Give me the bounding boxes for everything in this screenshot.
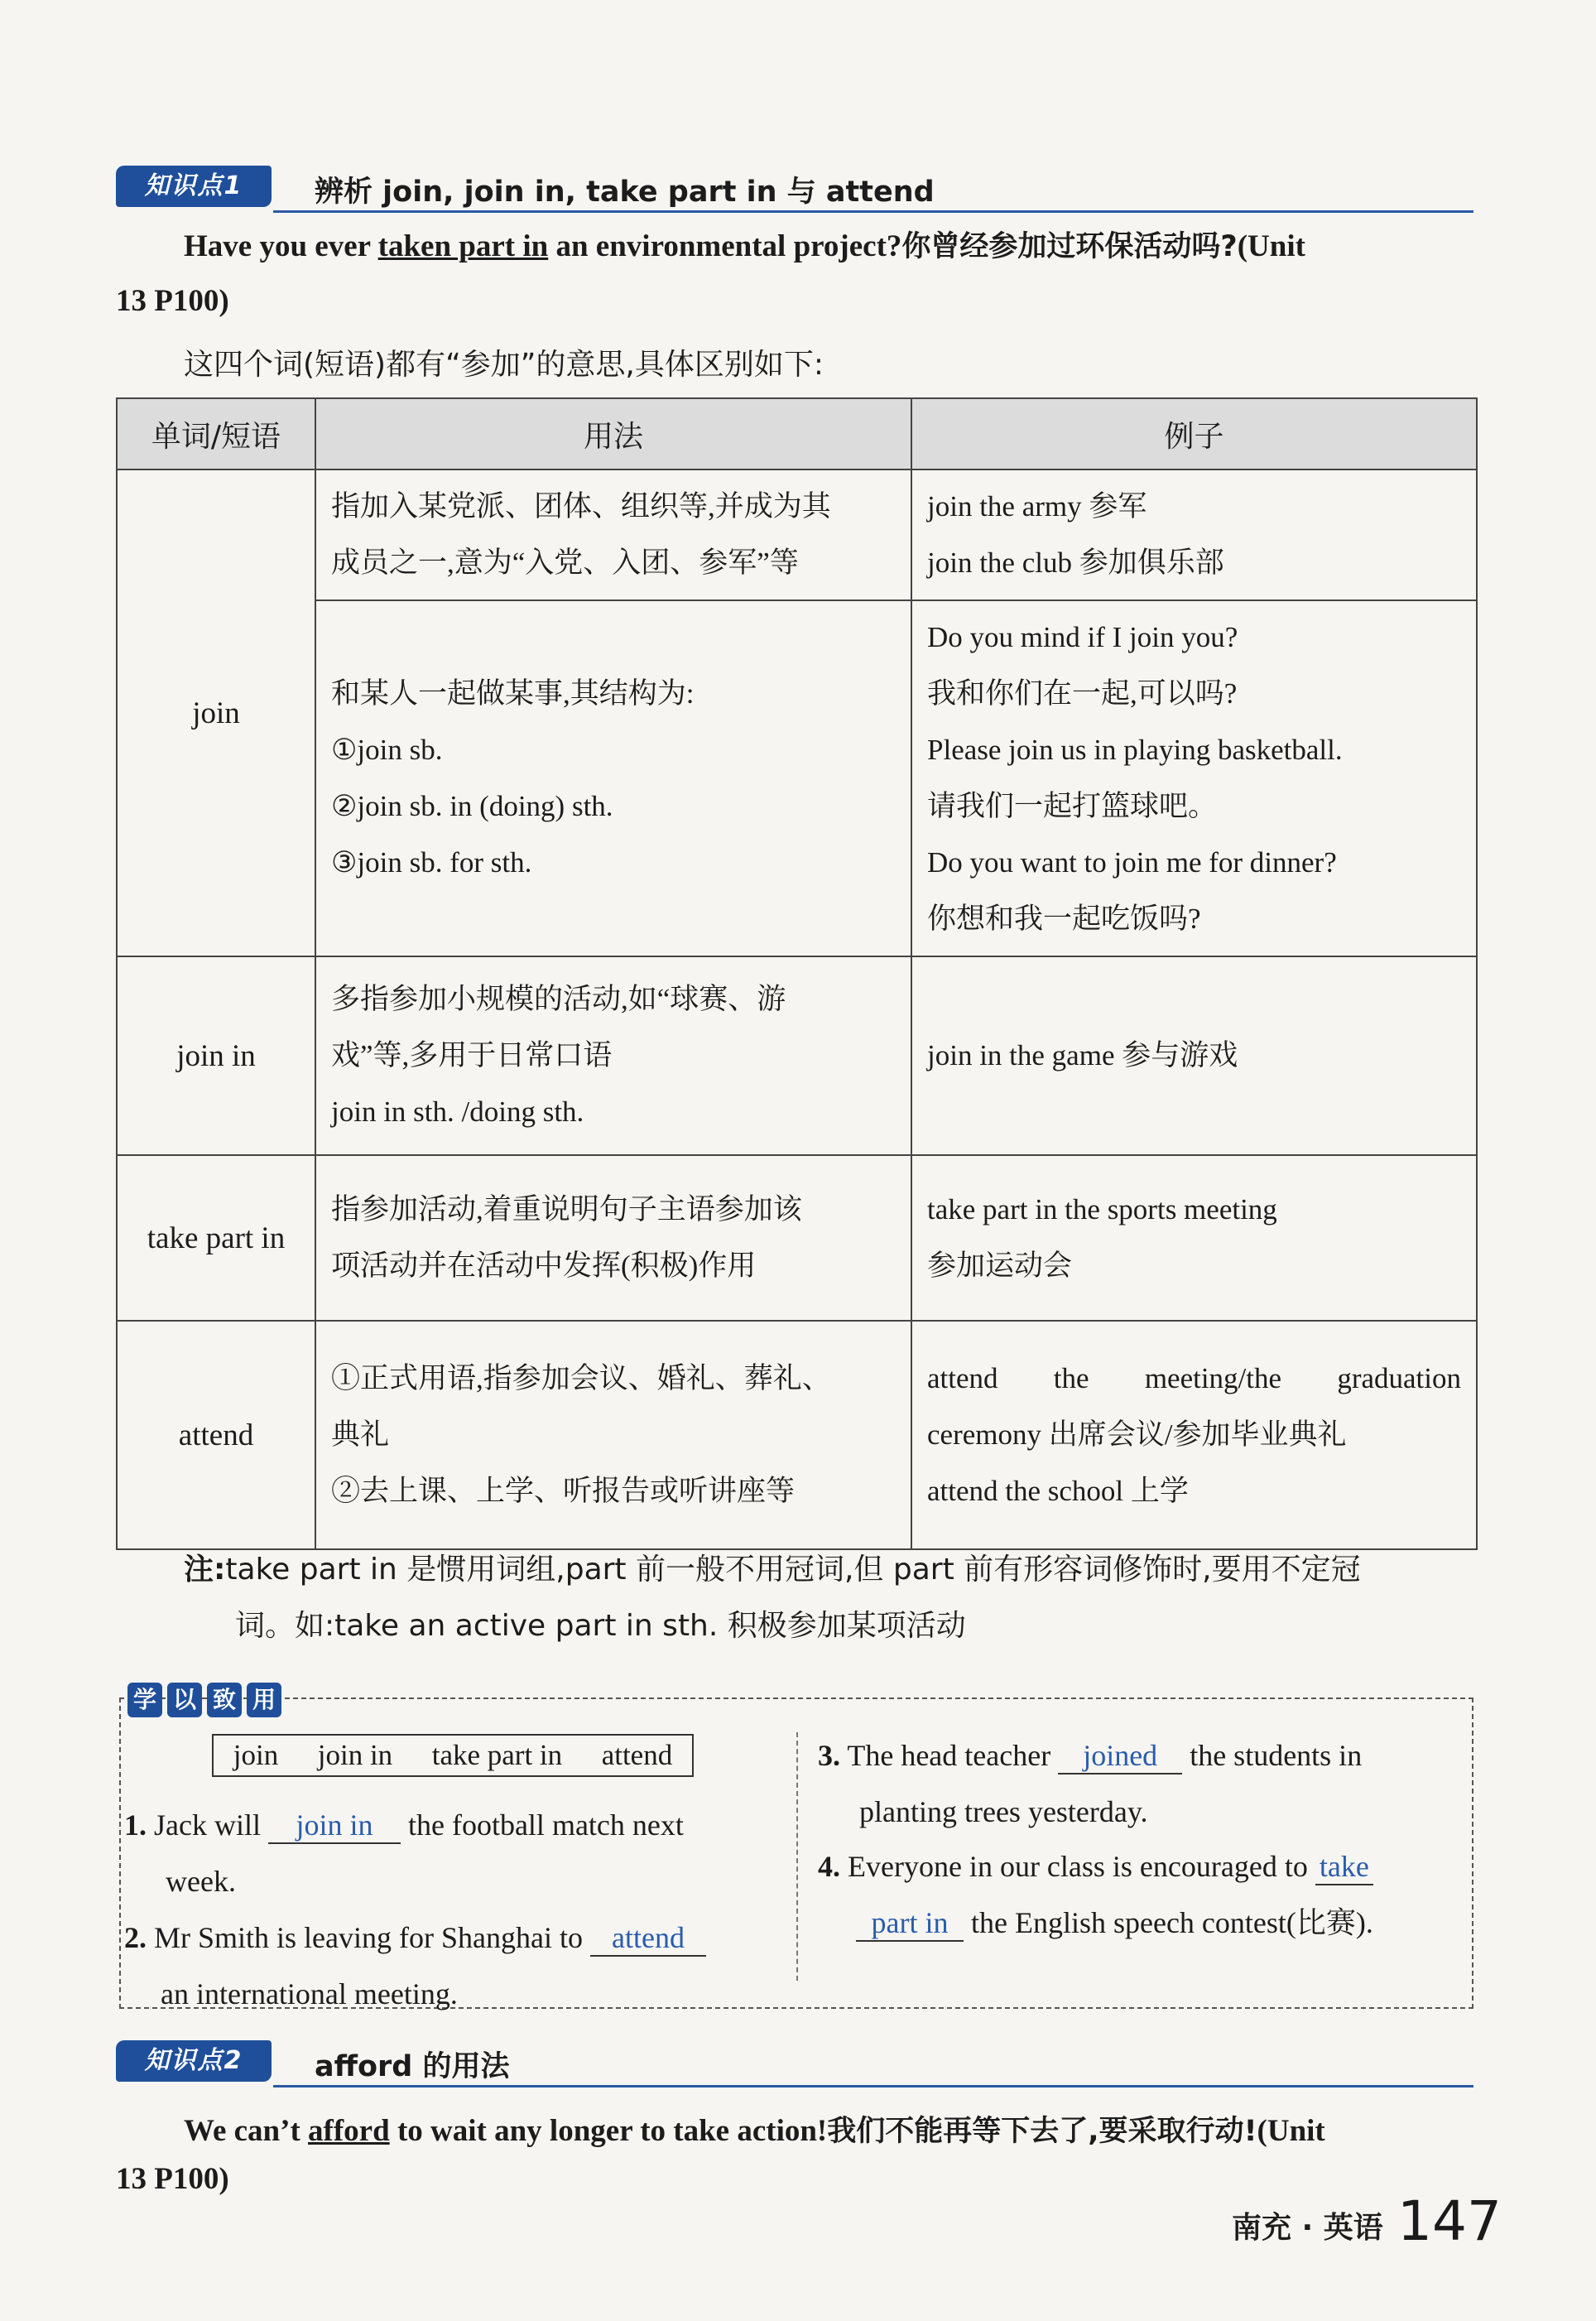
- example-cell: [911, 1321, 1477, 1549]
- page-number: 147: [1397, 2189, 1502, 2253]
- usage-cell: [315, 1155, 911, 1321]
- example-line: Do you want to join me for dinner?: [927, 846, 1337, 879]
- word-bank-item: join: [233, 1739, 279, 1771]
- example-line: 参加运动会: [927, 1250, 1073, 1282]
- usage-table: [116, 397, 1478, 1550]
- word-bank-item: attend: [601, 1739, 673, 1771]
- usage-line: ②join sb. in (doing) sth.: [331, 790, 613, 822]
- kp1-example-underlined: taken part in: [377, 229, 549, 263]
- table-header-row: [117, 398, 1477, 469]
- usage-line: 指加入某党派、团体、组织等,并成为其: [331, 490, 831, 522]
- kp2-title: afford 的用法: [315, 2050, 510, 2083]
- kp1-rule: [273, 210, 1473, 213]
- practice-box: [119, 1686, 1473, 2010]
- answer-blank[interactable]: part in: [856, 1905, 964, 1942]
- kp1-unit: 13 P100): [116, 284, 229, 318]
- usage-line: ③join sb. for sth.: [331, 846, 532, 879]
- question-text: Jack will: [154, 1808, 261, 1842]
- badge-char: 用: [247, 1683, 281, 1717]
- answer-blank[interactable]: attend: [590, 1920, 706, 1957]
- answer-blank[interactable]: join in: [268, 1808, 401, 1844]
- usage-line: 戏”等,多用于日常口语: [331, 1039, 613, 1071]
- question-text: the football match next: [407, 1808, 684, 1842]
- question-text: Mr Smith is leaving for Shanghai to: [154, 1921, 583, 1954]
- usage-line: 成员之一,意为“入党、入团、参军”等: [331, 547, 799, 579]
- note: [184, 1542, 1475, 1654]
- kp1-intro: 这四个词(短语)都有“参加”的意思,具体区别如下:: [184, 348, 824, 382]
- question-text: an international meeting.: [161, 1977, 458, 2010]
- kp1-badge: 知识点1: [116, 166, 272, 207]
- word-bank-item: join in: [317, 1739, 393, 1771]
- kp2-example-underlined: afford: [308, 2114, 390, 2148]
- question-2: [124, 1909, 778, 2022]
- question-text: The head teacher: [847, 1739, 1051, 1772]
- usage-line: ①join sb.: [331, 734, 443, 766]
- question-text: the English speech contest(比赛).: [971, 1906, 1373, 1939]
- example-line: attend the meeting/the graduation: [927, 1362, 1461, 1394]
- kp1-example-cn: 你曾经参加过环保活动吗?: [901, 230, 1238, 263]
- example-line: attend the school 上学: [927, 1475, 1189, 1507]
- example-cell: [911, 1155, 1477, 1321]
- question-number: 4.: [818, 1850, 840, 1883]
- question-text: planting trees yesterday.: [859, 1795, 1148, 1828]
- example-line: 我和你们在一起,可以吗?: [927, 677, 1238, 710]
- word-join-in: join in: [117, 956, 315, 1155]
- kp1-example-pre: Have you ever: [184, 229, 378, 263]
- usage-line: 多指参加小规模的活动,如“球赛、游: [331, 983, 786, 1015]
- question-text: week.: [166, 1865, 236, 1898]
- table-row: [117, 600, 1477, 956]
- table-row: [117, 956, 1477, 1155]
- example-cell: [911, 956, 1477, 1155]
- kp2-example: [184, 2108, 1475, 2150]
- kp1-example-post: an environmental project?: [548, 229, 902, 263]
- question-1: [124, 1797, 778, 1909]
- kp1-title: 辨析 join, join in, take part in 与 attend: [315, 176, 935, 209]
- kp2-example-pre: We can’t: [184, 2114, 309, 2148]
- question-text: the students in: [1190, 1739, 1363, 1772]
- usage-line: ①正式用语,指参加会议、婚礼、葬礼、: [331, 1362, 831, 1394]
- usage-line: 指参加活动,着重说明句子主语参加该: [331, 1193, 802, 1226]
- example-line: 请我们一起打篮球吧。: [927, 790, 1218, 822]
- word-bank: [212, 1734, 694, 1777]
- column-divider: [796, 1732, 798, 1981]
- word-attend: attend: [117, 1321, 315, 1549]
- example-line: join in the game 参与游戏: [927, 1039, 1238, 1071]
- col-header-example: 例子: [911, 398, 1477, 469]
- usage-line: 典礼: [331, 1418, 390, 1451]
- footer-brand: 南充 · 英语: [1232, 2211, 1383, 2245]
- note-line-2: 词。如:take an active part in sth. 积极参加某项活动: [235, 1609, 966, 1643]
- usage-cell: [315, 956, 911, 1155]
- question-4: [818, 1838, 1472, 1951]
- example-line: join the army 参军: [927, 490, 1147, 522]
- word-take-part-in: take part in: [117, 1155, 315, 1321]
- kp2-badge: 知识点2: [116, 2040, 272, 2082]
- question-number: 3.: [818, 1739, 840, 1772]
- example-cell: [911, 469, 1477, 600]
- usage-cell: [315, 469, 911, 600]
- col-header-usage: 用法: [315, 398, 911, 469]
- kp2-header: [116, 2040, 1473, 2088]
- usage-line: join in sth. /doing sth.: [331, 1095, 584, 1128]
- kp2-example-cn: 我们不能再等下去了,要采取行动!: [827, 2115, 1257, 2148]
- question-3: [818, 1727, 1472, 1840]
- word-bank-item: take part in: [431, 1739, 563, 1771]
- table-row: [117, 1321, 1477, 1549]
- practice-badge: [127, 1683, 281, 1717]
- col-header-word: 单词/短语: [117, 398, 315, 469]
- kp2-example-post: to wait any longer to take action!: [389, 2114, 828, 2148]
- example-cell: [911, 600, 1477, 956]
- question-number: 1.: [124, 1808, 147, 1842]
- kp1-example-unit-a: (Unit: [1237, 229, 1305, 263]
- example-line: Please join us in playing basketball.: [927, 734, 1343, 766]
- kp1-example: [184, 224, 1475, 265]
- question-text: Everyone in our class is encouraged to: [848, 1850, 1308, 1883]
- question-number: 2.: [124, 1921, 147, 1954]
- table-row: [117, 469, 1477, 600]
- table-row: [117, 1155, 1477, 1321]
- note-label: 注:: [184, 1553, 226, 1587]
- answer-blank[interactable]: joined: [1058, 1738, 1182, 1774]
- note-line-1: take part in 是惯用词组,part 前一般不用冠词,但 part 前有形容词修饰时,要用不定冠: [225, 1553, 1361, 1587]
- usage-line: ②去上课、上学、听报告或听讲座等: [331, 1475, 796, 1507]
- word-join: join: [117, 469, 315, 956]
- kp2-rule: [273, 2085, 1473, 2087]
- badge-char: 学: [127, 1683, 162, 1717]
- usage-cell: [315, 1321, 911, 1549]
- badge-char: 致: [207, 1683, 242, 1717]
- example-line: ceremony 出席会议/参加毕业典礼: [927, 1418, 1347, 1451]
- usage-cell: [315, 600, 911, 956]
- example-line: join the club 参加俱乐部: [927, 547, 1224, 579]
- usage-line: 项活动并在活动中发挥(积极)作用: [331, 1250, 757, 1282]
- badge-char: 以: [167, 1683, 202, 1717]
- example-line: Do you mind if I join you?: [927, 621, 1238, 653]
- kp1-header: [116, 166, 1473, 214]
- kp2-unit: 13 P100): [116, 2162, 229, 2196]
- example-line: 你想和我一起吃饭吗?: [927, 903, 1201, 935]
- answer-blank[interactable]: take: [1315, 1849, 1373, 1885]
- kp2-example-unit-a: (Unit: [1257, 2114, 1325, 2148]
- example-line: take part in the sports meeting: [927, 1193, 1277, 1226]
- usage-line: 和某人一起做某事,其结构为:: [331, 677, 695, 710]
